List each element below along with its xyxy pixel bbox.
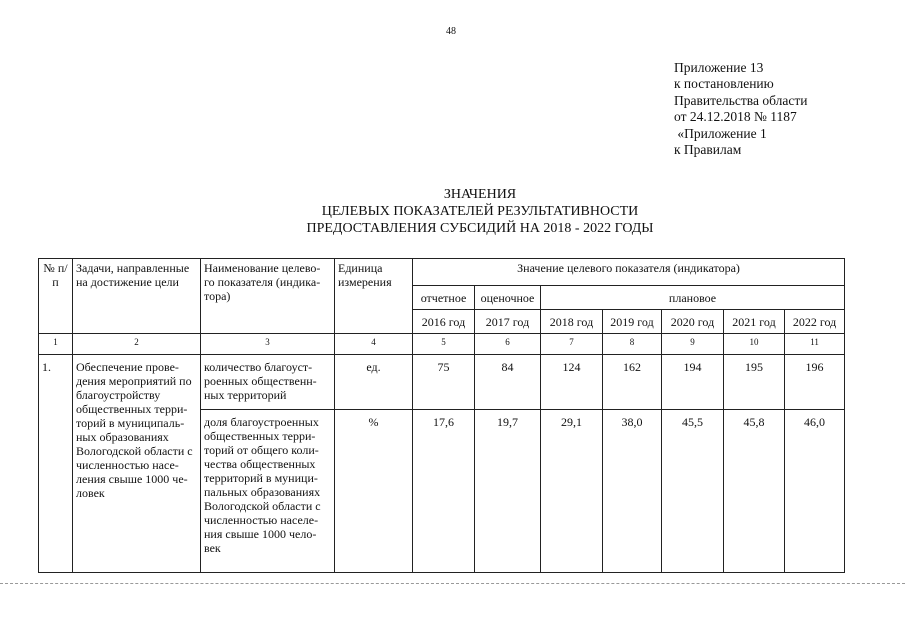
column-number: 1 <box>39 334 73 355</box>
appendix-line: от 24.12.2018 № 1187 <box>674 109 797 125</box>
value-cell: 38,0 <box>603 410 662 573</box>
value-cell: 124 <box>541 355 603 410</box>
indicator-cell: доля благоустроенных общественных терри-торий от общего коли-чества общественных территорий в муници-пальных образованиях Вологодской области с численностью населе-ния свыше 1000 чело-век <box>201 410 335 573</box>
title-line: ЦЕЛЕВЫХ ПОКАЗАТЕЛЕЙ РЕЗУЛЬТАТИВНОСТИ <box>321 204 639 219</box>
column-number: 5 <box>413 334 475 355</box>
value-cell: 84 <box>475 355 541 410</box>
appendix-line: к Правилам <box>674 142 742 158</box>
column-number: 2 <box>73 334 201 355</box>
column-number: 11 <box>785 334 845 355</box>
header-year: 2017 год <box>475 310 541 334</box>
value-cell: 17,6 <box>413 410 475 573</box>
appendix-line: Правительства области <box>674 92 808 108</box>
value-cell: 46,0 <box>785 410 845 573</box>
header-year: 2021 год <box>724 310 785 334</box>
value-cell: 195 <box>724 355 785 410</box>
header-planned: плановое <box>541 286 845 310</box>
task-cell: Обеспечение прове-дения мероприятий по благоустройству общественных терри-торий в муниципаль-ных образованиях Вологодской области с численностью насе-ления свыше 1000 че-ловек <box>73 355 201 573</box>
header-reported: отчетное <box>413 286 475 310</box>
column-number: 9 <box>662 334 724 355</box>
column-number: 6 <box>475 334 541 355</box>
title-line: ЗНАЧЕНИЯ <box>443 187 517 202</box>
indicator-cell: количество благоуст-роенных общественн-ных территорий <box>201 355 335 410</box>
header-task: Задачи, направленные на достижение цели <box>73 259 201 334</box>
header-estimated: оценочное <box>475 286 541 310</box>
value-cell: 29,1 <box>541 410 603 573</box>
appendix-reference <box>674 60 807 158</box>
value-cell: 45,8 <box>724 410 785 573</box>
appendix-line: «Приложение 1 <box>674 125 767 141</box>
indicators-table <box>38 258 845 573</box>
header-year: 2016 год <box>413 310 475 334</box>
value-cell: 162 <box>603 355 662 410</box>
document-title <box>200 186 760 237</box>
header-number: № п/п <box>39 259 73 334</box>
value-cell: 75 <box>413 355 475 410</box>
unit-cell: % <box>335 410 413 573</box>
column-number: 4 <box>335 334 413 355</box>
column-number: 10 <box>724 334 785 355</box>
header-year: 2018 год <box>541 310 603 334</box>
header-year: 2022 год <box>785 310 845 334</box>
header-value-group: Значение целевого показателя (индикатора) <box>413 259 845 286</box>
column-number: 3 <box>201 334 335 355</box>
value-cell: 196 <box>785 355 845 410</box>
title-line: ПРЕДОСТАВЛЕНИЯ СУБСИДИЙ НА 2018 - 2022 ГОДЫ <box>306 221 654 236</box>
value-cell: 19,7 <box>475 410 541 573</box>
appendix-line: к постановлению <box>674 76 774 92</box>
page-cut-line <box>0 583 905 584</box>
header-year: 2019 год <box>603 310 662 334</box>
value-cell: 194 <box>662 355 724 410</box>
table-row <box>39 355 845 410</box>
column-number: 7 <box>541 334 603 355</box>
unit-cell: ед. <box>335 355 413 410</box>
header-unit: Единица измерения <box>335 259 413 334</box>
value-cell: 45,5 <box>662 410 724 573</box>
row-number: 1. <box>39 355 73 573</box>
column-number: 8 <box>603 334 662 355</box>
header-indicator: Наименование целево-го показателя (индика-тора) <box>201 259 335 334</box>
header-year: 2020 год <box>662 310 724 334</box>
page-number: 48 <box>446 26 456 37</box>
appendix-line: Приложение 13 <box>674 60 764 75</box>
